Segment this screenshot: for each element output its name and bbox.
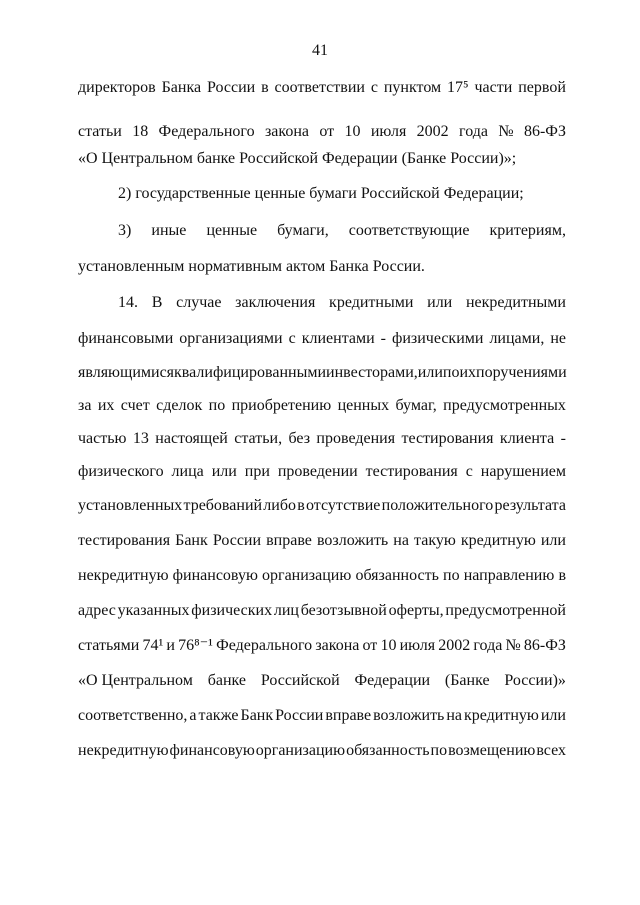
text-word: № [498,123,514,140]
text-word: возложить [316,532,389,549]
text-word: либо [263,497,296,514]
text-word: (Банке [444,672,490,689]
text-word: или [211,463,237,480]
text-word: «О Центральном [78,672,193,689]
text-word: Банк [175,532,208,549]
text-word: обязанность [355,567,439,584]
text-word: по [430,742,448,759]
text-word: на [393,532,409,549]
text-word: или [540,532,566,549]
text-word: заключения [235,294,316,311]
text-word: и [166,637,175,654]
text-word: сделок [156,397,203,414]
text-line [78,78,566,98]
text-word: с [465,463,473,480]
text-word: Российской [260,672,340,689]
text-line [78,531,566,551]
text-word: клиентами [301,330,375,347]
page-number: 41 [312,42,328,59]
text-line [78,429,566,449]
text-word: без [288,430,311,447]
text-line [78,329,566,349]
text-word: кредитную [464,707,539,724]
text-word: физическими [391,330,484,347]
text-word: организациями [179,330,283,347]
text-word: бумаг, [395,397,437,414]
text-word: вправе [325,707,372,724]
text-word: инвесторами, [326,364,418,381]
text-word: приобретению [231,397,332,414]
text-line [118,221,566,241]
text-word: финансовую [172,567,258,584]
text-word: их [97,397,115,414]
text-word: России)» [504,672,566,689]
text-word: директоров [78,79,156,96]
text-word: иные [151,222,187,239]
text-word: направлению [463,567,555,584]
text-word: - [560,430,566,447]
text-word: с [370,79,378,96]
text-word: вправе [266,532,312,549]
text-word: безотзывной [300,602,387,619]
text-word: организацию [255,742,346,759]
text-word: нарушением [480,463,566,480]
text-word: банке [207,672,246,689]
text-word: 76⁸⁻¹ [178,637,213,654]
text-word: требований [183,497,263,514]
text-word: бумаги, [277,222,329,239]
text-word: 17⁵ [447,79,469,96]
text-line [78,122,566,142]
text-word: тестирования [78,532,171,549]
text-word: а [189,707,197,724]
text-word: статьи, [234,430,283,447]
text-word: Федерального [158,123,255,140]
text-word: Федерации [354,672,431,689]
text-word: в [261,79,269,96]
text-word: кредитными [329,294,414,311]
text-word: «О Центральном банке Российской Федерации (Банке России)»; [78,150,517,167]
text-word: установленным нормативным актом Банка России. [78,258,425,275]
text-word: клиента [499,430,555,447]
text-word: такую [414,532,456,549]
text-word: адрес [78,602,116,619]
text-word: по [208,397,226,414]
text-word: или [427,294,453,311]
text-word: их [459,364,476,381]
text-word: - [380,330,386,347]
text-line [78,257,566,277]
text-line [78,636,566,656]
text-word: тестирования [365,463,458,480]
text-word: указанных [117,602,190,619]
text-word: статьи [78,123,122,140]
text-word: Банк [240,707,274,724]
text-line [78,462,566,482]
text-word: финансовыми [78,330,174,347]
text-word: обязанность [346,742,430,759]
text-word: с [288,330,296,347]
text-word: на [446,707,463,724]
text-word: июля [399,637,436,654]
text-word: проведении [277,463,358,480]
text-line [118,184,566,204]
text-word: июля [370,123,407,140]
text-line [78,741,566,761]
text-word: физического [78,463,164,480]
text-line [78,496,566,516]
text-word: 14. [118,294,138,311]
text-word: соответственно, [78,707,188,724]
text-word: соответствии [274,79,365,96]
text-word: 86-ФЗ [523,123,566,140]
text-line [78,149,566,169]
text-word: некредитную [78,567,169,584]
text-word: организацию [262,567,352,584]
text-word: Банка [161,79,202,96]
text-word: случае [176,294,222,311]
text-line [78,363,566,383]
text-word: 18 [132,123,149,140]
text-line [78,671,566,691]
text-word: положительного [381,497,494,514]
text-word: возложить [373,707,445,724]
text-word: 3) [118,222,132,239]
text-word: также [198,707,239,724]
text-word: оферты, [388,602,444,619]
text-word: в [297,497,305,514]
text-word: Федерального [216,637,313,654]
text-word: 10 [344,123,361,140]
text-word: при [244,463,270,480]
text-word: пунктом [383,79,442,96]
text-word: 10 [380,637,397,654]
text-word: отсутствие [306,497,381,514]
text-word: результата [494,497,566,514]
text-word: статьями [78,637,140,654]
text-word: 2002 [416,123,449,140]
text-word: и [558,364,567,381]
text-word: России [212,532,262,549]
text-word: года [473,637,503,654]
text-line [78,566,566,586]
text-line [78,706,566,726]
text-word: финансовую [169,742,255,759]
text-word: счет [120,397,150,414]
text-word: критериям, [489,222,566,239]
text-word: кредитную [460,532,536,549]
text-word: от [362,637,378,654]
text-word: России [275,707,324,724]
text-word: по [442,364,460,381]
text-word: России [206,79,256,96]
text-word: тестирования [401,430,494,447]
text-word: лицами, [489,330,545,347]
text-word: предусмотренных [443,397,566,414]
text-word: первой [518,79,566,96]
text-word: предусмотренной [445,602,566,619]
text-word: за [78,397,92,414]
text-word: настоящей [155,430,228,447]
text-word: установленных [78,497,183,514]
text-word: соответствующие [348,222,470,239]
text-word: ценных [337,397,390,414]
text-word: являющимися [78,364,175,381]
text-word: или [417,364,443,381]
text-word: № [505,637,521,654]
text-word: некредитными [465,294,566,311]
text-word: возмещению [448,742,536,759]
text-word: лиц [273,602,299,619]
text-word: в [558,567,566,584]
text-word: проведения [316,430,396,447]
text-line [118,293,566,313]
text-word: не [550,330,566,347]
text-word: 2) государственные ценные бумаги Российской Федерации; [118,185,524,202]
text-word: В [151,294,163,311]
text-line [78,601,566,621]
text-word: квалифицированными [174,364,326,381]
text-word: ценные [206,222,258,239]
text-word: 2002 [438,637,471,654]
text-word: по [443,567,460,584]
text-word: закона [264,123,309,140]
text-word: поручениям [476,364,559,381]
text-word: 86-ФЗ [523,637,566,654]
text-word: частью [78,430,127,447]
text-line [78,396,566,416]
text-word: 13 [132,430,149,447]
text-word: 74¹ [142,637,164,654]
text-word: лица [171,463,204,480]
text-word: от [319,123,335,140]
text-word: некредитную [78,742,169,759]
text-word: части [474,79,513,96]
text-word: всех [536,742,566,759]
text-word: года [459,123,488,140]
text-word: физических [191,602,273,619]
text-word: или [540,707,566,724]
text-word: закона [315,637,360,654]
